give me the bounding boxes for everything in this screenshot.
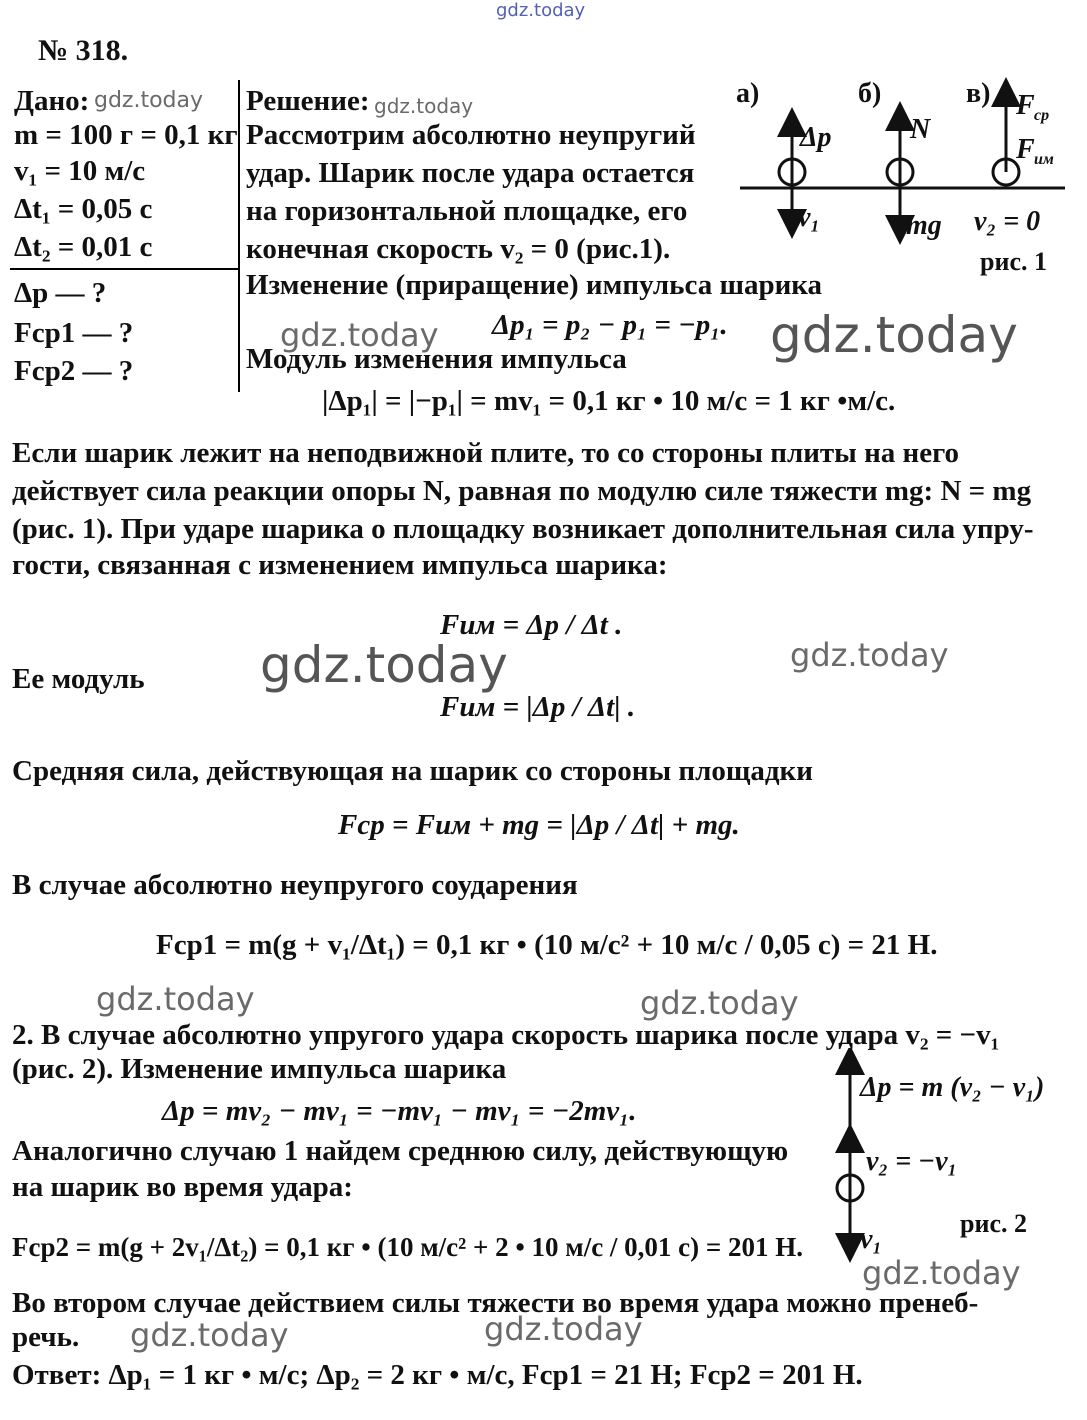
label-v1: v₁ (798, 202, 821, 233)
find-dp: Δp — ? (14, 277, 107, 309)
modulus-label: Ее модуль (12, 663, 145, 695)
watermark-bottom-center: gdz.today (484, 1310, 643, 1348)
label-fim: F (1016, 134, 1035, 165)
watermark-right-lower: gdz.today (862, 1254, 1021, 1292)
body-line-2: действует сила реакции опоры N, равная по модулю силе тяжести mg: N = mg (12, 475, 1032, 507)
label-mg: mg (906, 210, 942, 241)
elastic-line-2: (рис. 2). Изменение импульса шарика (12, 1053, 507, 1085)
inelastic-title: В случае абсолютно неупругого соударения (12, 869, 578, 901)
equation-fcp1: Fср1 = m(g + v₁/Δt₁) = 0,1 кг • (10 м/с² + 10 м/с / 0,05 с) = 21 Н. (156, 929, 938, 961)
avg-force-title: Средняя сила, действующая на шарик со стороны площадки (12, 755, 813, 787)
watermark-big-center: gdz.today (260, 636, 508, 694)
label-v2-zero: v₂ = 0 (974, 206, 1041, 237)
figure-2 (820, 1048, 1082, 1268)
label-fcp-sub: ср (1034, 107, 1050, 124)
problem-number: № 318. (38, 34, 129, 67)
given-line-mass: m = 100 г = 0,1 кг (14, 119, 238, 151)
given-separator (238, 80, 240, 392)
analog-line-2: на шарик во время удара: (12, 1171, 353, 1203)
modulus-title: Модуль изменения импульса (246, 343, 627, 375)
neglect-line-1: Во втором случае действием силы тяжести во время удара можно пренеб- (12, 1287, 979, 1319)
equation-fcp: Fср = Fим + mg = |Δp / Δt| + mg. (338, 809, 740, 841)
figure-1-caption: рис. 1 (980, 247, 1047, 276)
equation-dp-elastic: Δp = mv₂ − mv₁ = −mv₁ − mv₁ = −2mv₁. (162, 1095, 637, 1127)
label-v2-eq: v₂ = −v₁ (866, 1146, 958, 1177)
watermark-left-lower: gdz.today (96, 980, 255, 1018)
watermark-bottom-left: gdz.today (130, 1316, 289, 1354)
momentum-change-title: Изменение (приращение) импульса шарика (246, 269, 823, 301)
intro-line-2: удар. Шарик после удара остается (246, 157, 695, 189)
neglect-line-2: речь. (12, 1321, 80, 1353)
watermark-center-lower: gdz.today (640, 984, 799, 1022)
find-fcp1: Fср1 — ? (14, 317, 134, 349)
label-c: в) (966, 78, 991, 109)
figure-1 (730, 74, 1080, 284)
intro-line-1: Рассмотрим абсолютно неупругий (246, 119, 696, 151)
label-fcp: F (1016, 90, 1035, 121)
label-b: б) (858, 78, 882, 109)
solution-header: Решение: (246, 85, 370, 117)
intro-line-3: на горизонтальной площадке, его (246, 195, 688, 227)
equation-dp1: Δp₁ = p₂ − p₁ = −p₁. (492, 309, 728, 341)
label-a: а) (736, 78, 760, 109)
find-fcp2: Fср2 — ? (14, 355, 134, 387)
intro-line-4: конечная скорость v₂ = 0 (рис.1). (246, 233, 671, 265)
watermark-given: gdz.today (94, 88, 204, 113)
watermark-mid-right: gdz.today (770, 306, 1018, 364)
equation-dp1-modulus: |Δp₁| = |−p₁| = mv₁ = 0,1 кг • 10 м/с = 1 кг •м/с. (322, 385, 896, 417)
given-line-v1: v₁ = 10 м/с (14, 155, 146, 187)
body-line-1: Если шарик лежит на неподвижной плите, то со стороны плиты на него (12, 437, 960, 469)
equation-fim: Fим = Δp / Δt . (440, 609, 623, 641)
body-line-4: гости, связанная с изменением импульса шарика: (12, 549, 668, 581)
body-line-3: (рис. 1). При ударе шарика о площадку возникает дополнительная сила упру- (12, 513, 1034, 545)
watermark-solution: gdz.today (374, 94, 474, 118)
analog-line-1: Аналогично случаю 1 найдем среднюю силу, действующую (12, 1135, 789, 1167)
elastic-line-1: 2. В случае абсолютно упругого удара скорость шарика после удара v₂ = −v₁ (12, 1019, 1000, 1051)
given-header: Дано: (14, 85, 90, 117)
label-fim-sub: им (1034, 151, 1054, 168)
equation-fcp2: Fср2 = m(g + 2v₁/Δt₂) = 0,1 кг • (10 м/с² + 2 • 10 м/с / 0,01 с) = 201 Н. (12, 1232, 804, 1262)
watermark-mid-left: gdz.today (280, 316, 439, 354)
watermark-top: gdz.today (496, 0, 586, 21)
equation-fim-modulus: Fим = |Δp / Δt| . (440, 691, 636, 723)
given-line-dt2: Δt₂ = 0,01 с (14, 231, 153, 263)
label-dp: Δp (800, 122, 832, 153)
label-dp-eq: Δp = m (v₂ − v₁) (860, 1072, 1045, 1103)
label-n: N (910, 114, 931, 145)
answer: Ответ: Δp₁ = 1 кг • м/с; Δp₂ = 2 кг • м/с, Fср1 = 21 Н; Fср2 = 201 Н. (12, 1359, 863, 1391)
figure-2-caption: рис. 2 (960, 1209, 1027, 1238)
label-v1-fig2: v₁ (860, 1224, 883, 1255)
given-line-dt1: Δt₁ = 0,05 с (14, 193, 153, 225)
given-divider (10, 268, 238, 270)
watermark-right-formula: gdz.today (790, 636, 949, 674)
